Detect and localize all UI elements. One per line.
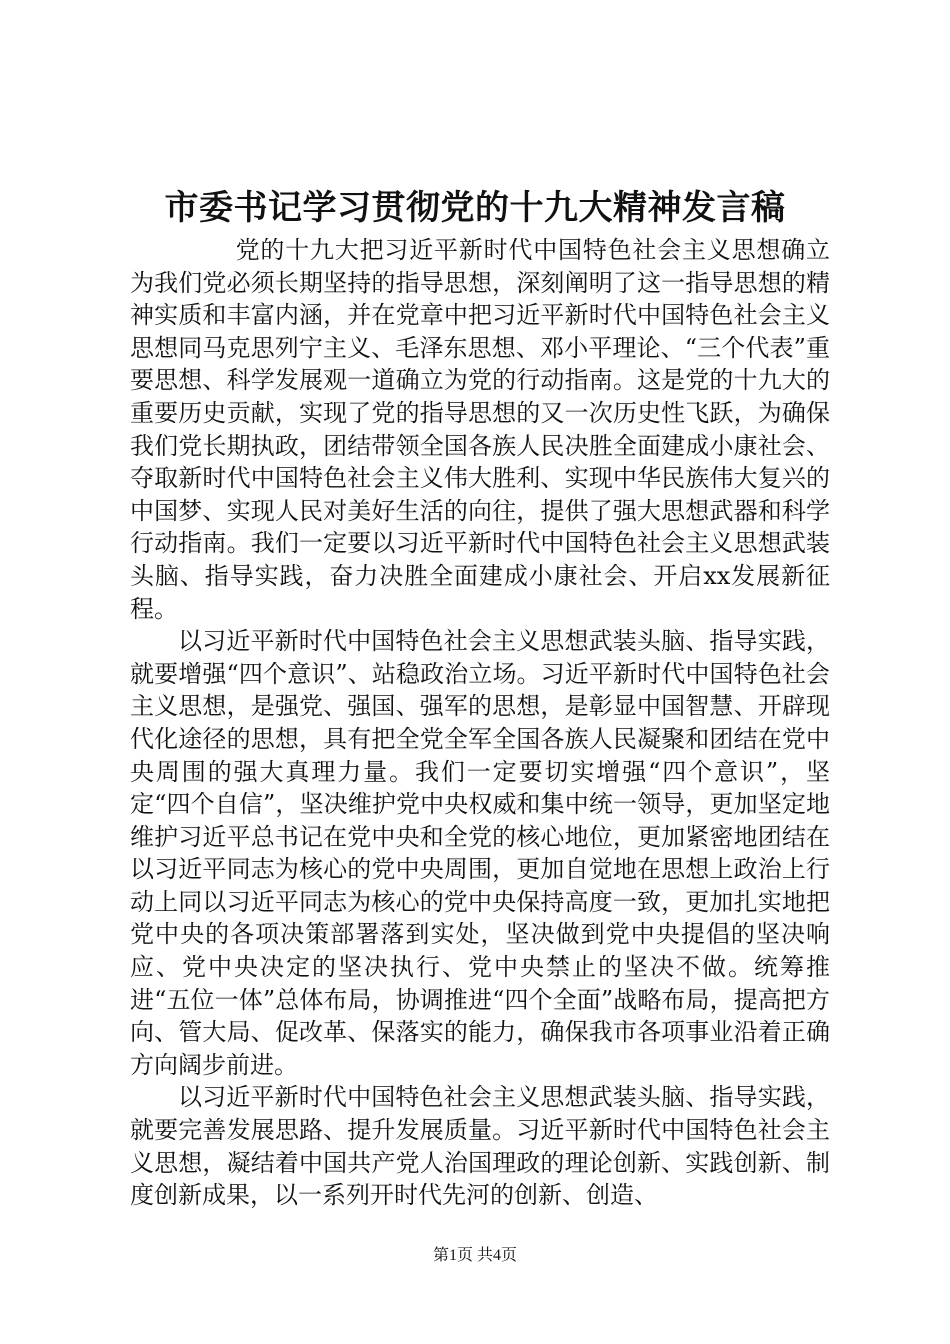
page-number-footer: 第1页 共4页 — [432, 1247, 517, 1264]
document-body — [130, 234, 830, 1212]
paragraph-1: 党的十九大把习近平新时代中国特色社会主义思想确立为我们党必须长期坚持的指导思想，深刻阐明了这一指导思想的精神实质和丰富内涵，并在党章中把习近平新时代中国特色社会主义思想同马克思列宁主义、毛泽东思想、邓小平理论、“三个代表”重要思想、科学发展观一道确立为党的行动指南。这是党的十九大的重要历史贡献，实现了党的指导思想的又一次历史性飞跃，为确保我们党长期执政，团结带领全国各族人民决胜全面建成小康社会、夺取新时代中国特色社会主义伟大胜利、实现中华民族伟大复兴的中国梦、实现人民对美好生活的向往，提供了强大思想武器和科学行动指南。我们一定要以习近平新时代中国特色社会主义思想武装头脑、指导实践，奋力决胜全面建成小康社会、开启xx发展新征程。 — [130, 236, 830, 623]
document-title: 市委书记学习贯彻党的十九大精神发言稿 — [164, 188, 786, 228]
paragraph-3: 以习近平新时代中国特色社会主义思想武装头脑、指导实践，就要完善发展思路、提升发展质量。习近平新时代中国特色社会主义思想，凝结着中国共产党人治国理政的理论创新、实践创新、制度创新成果，以一系列开时代先河的创新、创造、 — [130, 1083, 830, 1210]
paragraph-2: 以习近平新时代中国特色社会主义思想武装头脑、指导实践，就要增强“四个意识”、站稳政治立场。习近平新时代中国特色社会主义思想，是强党、强国、强军的思想，是彰显中国智慧、开辟现代化途径的思想，具有把全党全军全国各族人民凝聚和团结在党中央周围的强大真理力量。我们一定要切实增强“四个意识”，坚定“四个自信”，坚决维护党中央权威和集中统一领导，更加坚定地维护习近平总书记在党中央和全党的核心地位，更加紧密地团结在以习近平同志为核心的党中央周围，更加自觉地在思想上政治上行动上同以习近平同志为核心的党中央保持高度一致，更加扎实地把党中央的各项决策部署落到实处，坚决做到党中央提倡的坚决响应、党中央决定的坚决执行、党中央禁止的坚决不做。统筹推进“五位一体”总体布局，协调推进“四个全面”战略布局，提高把方向、管大局、促改革、保落实的能力，确保我市各项事业沿着正确方向阔步前进。 — [130, 627, 830, 1079]
